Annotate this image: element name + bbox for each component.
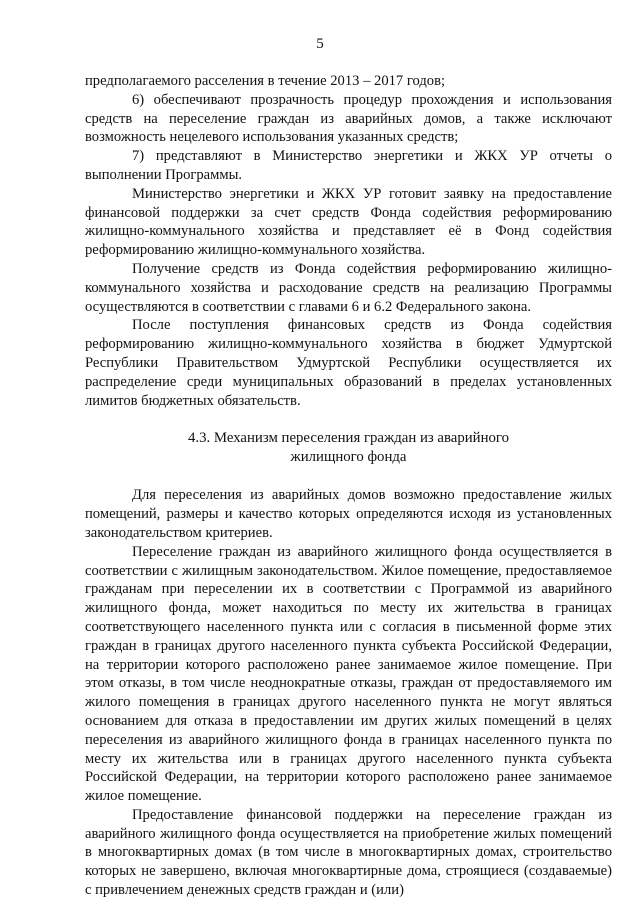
paragraph: Предоставление финансовой поддержки на переселение граждан из аварийного жилищного фонда осуществляется на приобретение жилых помещений в многоквартирных домах (в том числе в многоквартирных домах, строительство которых не завершено, включая многоквартирные дома, строящиеся (создаваемые) с привлечением денежных средств граждан и (или): [85, 806, 612, 899]
paragraph: Министерство энергетики и ЖКХ УР готовит заявку на предоставление финансовой поддержки за счет средств Фонда содействия реформированию жилищно-коммунального хозяйства и представляет её в Фонд содействия реформированию жилищно-коммунального хозяйства.: [85, 185, 612, 259]
section-heading-line: 4.3. Механизм переселения граждан из аварийного: [188, 430, 509, 447]
page-number: 5: [316, 36, 324, 52]
paragraphs-bottom: [85, 486, 612, 900]
paragraphs-top: [85, 72, 612, 410]
paragraph: После поступления финансовых средств из Фонда содействия реформированию жилищно-коммунального хозяйства в бюджет Удмуртской Республики Правительством Удмуртской Республики осуществляется их распределение среди муниципальных образований в пределах установленных лимитов бюджетных обязательств.: [85, 317, 612, 409]
section-heading: [85, 429, 612, 467]
paragraph: предполагаемого расселения в течение 2013 – 2017 годов;: [85, 73, 446, 89]
section-heading-line: жилищного фонда: [290, 449, 407, 466]
paragraph: Переселение граждан из аварийного жилищного фонда осуществляется в соответствии с жилищным законодательством. Жилое помещение, предоставляемое гражданам при переселении их в соответствии с Программой из аварийного жилищного фонда, может находиться по месту их жительства в границах соответствующего населенного пункта или с согласия в письменной форме этих граждан в границах другого населенного пункта субъекта Российской Федерации, на территории которого расположено ранее занимаемое жилое помещение. При этом отказы, в том числе неоднократные отказы, граждан от предоставляемого им жилого помещения в границах другого населенного пункта не могут являться основанием для отказа в предоставлении им других жилых помещений в целях переселения из аварийного жилищного фонда в границах населенного пункта по месту их жительства или в границах другого населенного пункта субъекта Российской Федерации, на территории которого расположено ранее занимаемое жилое помещение.: [85, 543, 612, 805]
paragraph: Для переселения из аварийных домов возможно предоставление жилых помещений, размеры и качество которых определяются исходя из установленных законодательством критериев.: [85, 487, 612, 541]
document-body: [85, 72, 612, 900]
paragraph: 6) обеспечивают прозрачность процедур прохождения и использования средств на переселение граждан из аварийных домов, а также исключают возможность нецелевого использования указанных средств;: [85, 91, 612, 146]
paragraph: Получение средств из Фонда содействия реформированию жилищно-коммунального хозяйства и расходование средств на реализацию Программы осуществляются в соответствии с главами 6 и 6.2 Федерального закона.: [85, 260, 612, 315]
paragraph: 7) представляют в Министерство энергетики и ЖКХ УР отчеты о выполнении Программы.: [85, 148, 612, 183]
